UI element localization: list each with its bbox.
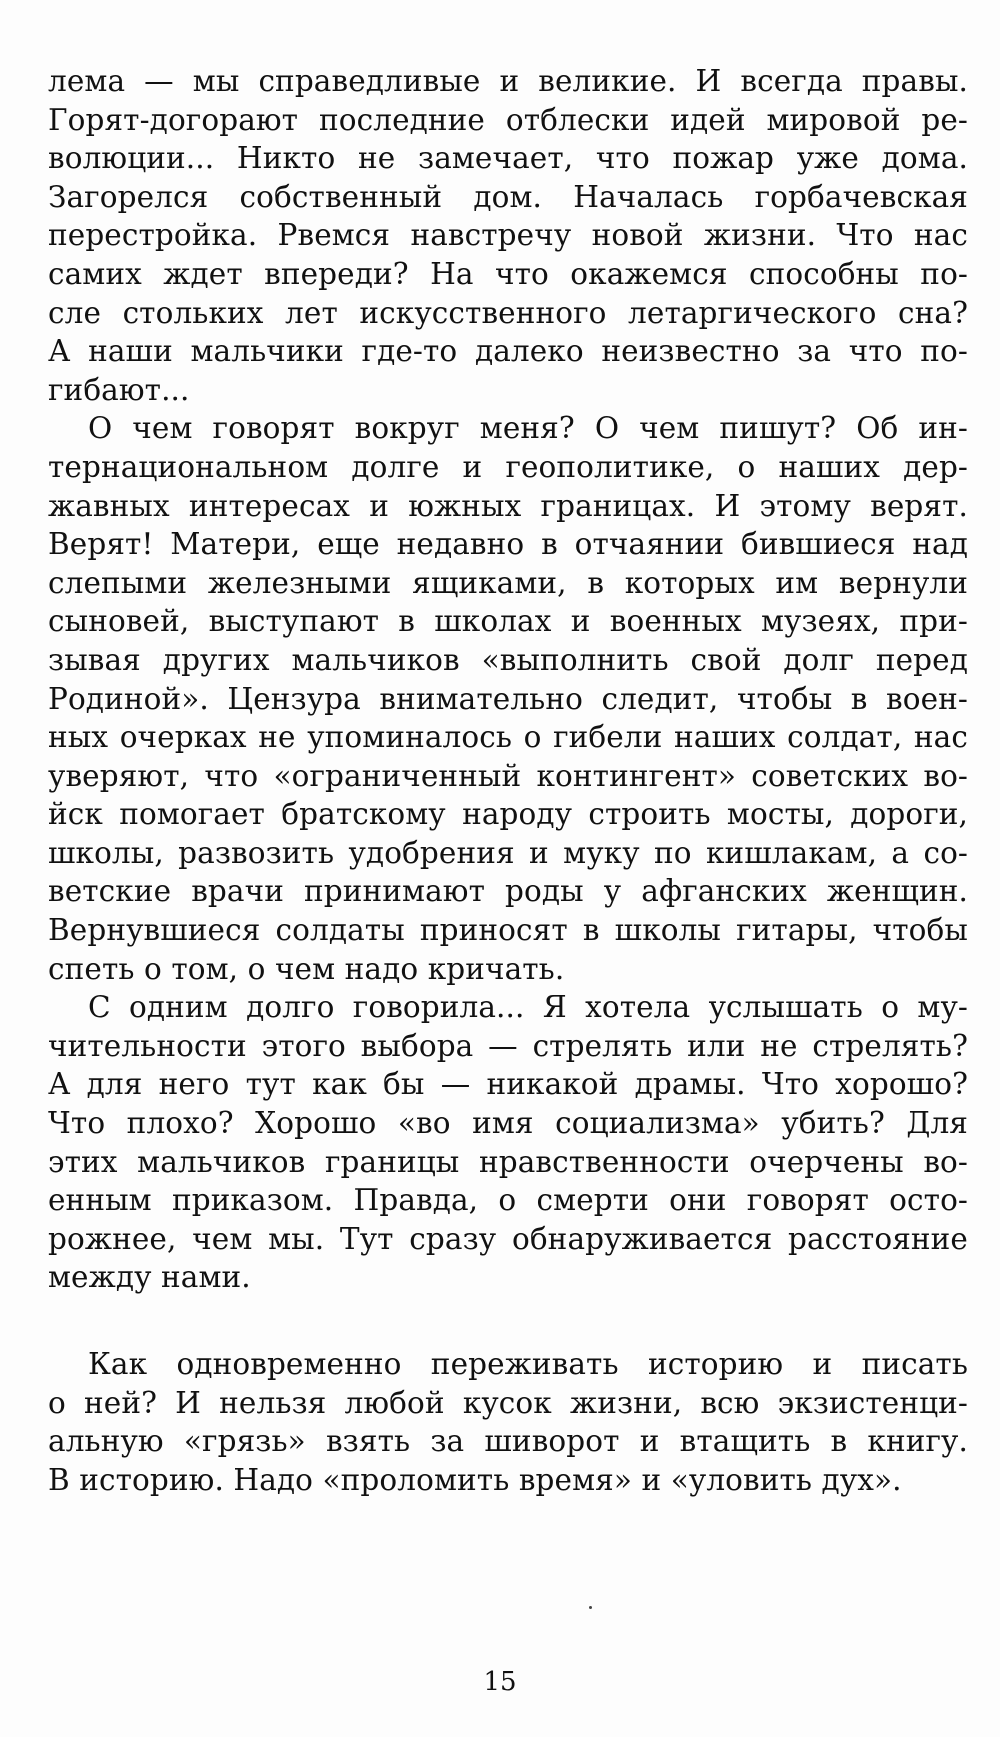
text-line: тернациональном долге и геополитике, о наших дер- bbox=[48, 449, 968, 484]
text-line: Что плохо? Хорошо «во имя социализма» убить? Для bbox=[48, 1106, 968, 1141]
text-line: ветские врачи принимают роды у афганских женщин. bbox=[48, 874, 968, 909]
text-line: гибают... bbox=[48, 372, 190, 407]
text-line: А наши мальчики где-то далеко неизвестно за что по- bbox=[48, 334, 968, 369]
text-line: этих мальчиков границы нравственности очерчены во- bbox=[48, 1144, 968, 1179]
text-line: сыновей, выступают в школах и военных музеях, при- bbox=[48, 604, 968, 639]
text-line: Вернувшиеся солдаты приносят в школы гитары, чтобы bbox=[48, 913, 968, 948]
paragraph-1 bbox=[48, 62, 968, 409]
text-line: Как одновременно переживать историю и писать bbox=[88, 1347, 968, 1381]
paragraph-2 bbox=[48, 409, 968, 988]
text-line: волюции... Никто не замечает, что пожар уже дома. bbox=[48, 141, 968, 176]
text-line: йск помогает братскому народу строить мосты, дороги, bbox=[48, 797, 968, 832]
text-line: слепыми железными ящиками, в которых им вернули bbox=[48, 565, 968, 600]
text-line: Верят! Матери, еще недавно в отчаянии бившиеся над bbox=[48, 527, 968, 562]
text-line: рожнее, чем мы. Тут сразу обнаруживается расстояние bbox=[48, 1221, 968, 1256]
text-line: школы, развозить удобрения и муку по кишлакам, а со- bbox=[48, 835, 968, 870]
text-line: О чем говорят вокруг меня? О чем пишут? Об ин- bbox=[88, 411, 968, 446]
text-line: Родиной». Цензура внимательно следит, чтобы в воен- bbox=[48, 681, 968, 716]
text-line: В историю. Надо «проломить время» и «уловить дух». bbox=[48, 1462, 902, 1497]
paragraph-4 bbox=[48, 1345, 968, 1499]
text-line: альную «грязь» взять за шиворот и втащить в книгу. bbox=[48, 1424, 968, 1459]
text-body bbox=[48, 62, 968, 1499]
text-line: Загорелся собственный дом. Началась горбачевская bbox=[48, 179, 968, 214]
text-line: перестройка. Рвемся навстречу новой жизни. Что нас bbox=[48, 218, 968, 253]
text-line: чительности этого выбора — стрелять или не стрелять? bbox=[48, 1028, 968, 1063]
text-line: С одним долго говорила... Я хотела услышать о му- bbox=[88, 990, 968, 1025]
text-line: уверяют, что «ограниченный контингент» советских во- bbox=[48, 758, 968, 793]
paragraph-3 bbox=[48, 988, 968, 1297]
text-line: зывая других мальчиков «выполнить свой долг перед bbox=[48, 642, 968, 677]
text-line: между нами. bbox=[48, 1260, 251, 1295]
text-line: самих ждет впереди? На что окажемся способны по- bbox=[48, 256, 968, 291]
text-line: жавных интересах и южных границах. И этому верят. bbox=[48, 488, 968, 523]
page-number: 15 bbox=[483, 1667, 517, 1697]
print-speck bbox=[589, 1606, 592, 1609]
text-line: енным приказом. Правда, о смерти они говорят осто- bbox=[48, 1183, 968, 1218]
text-line: сле стольких лет искусственного летаргического сна? bbox=[48, 295, 968, 330]
text-line: лема — мы справедливые и великие. И всегда правы. bbox=[48, 64, 968, 98]
text-line: Горят-догорают последние отблески идей мировой ре- bbox=[48, 102, 968, 137]
text-line: А для него тут как бы — никакой драмы. Что хорошо? bbox=[48, 1067, 968, 1102]
text-line: о ней? И нельзя любой кусок жизни, всю экзистенци- bbox=[48, 1385, 968, 1420]
text-line: спеть о том, о чем надо кричать. bbox=[48, 951, 565, 986]
section-gap bbox=[48, 1297, 968, 1345]
text-line: ных очерках не упоминалось о гибели наших солдат, нас bbox=[48, 720, 968, 755]
